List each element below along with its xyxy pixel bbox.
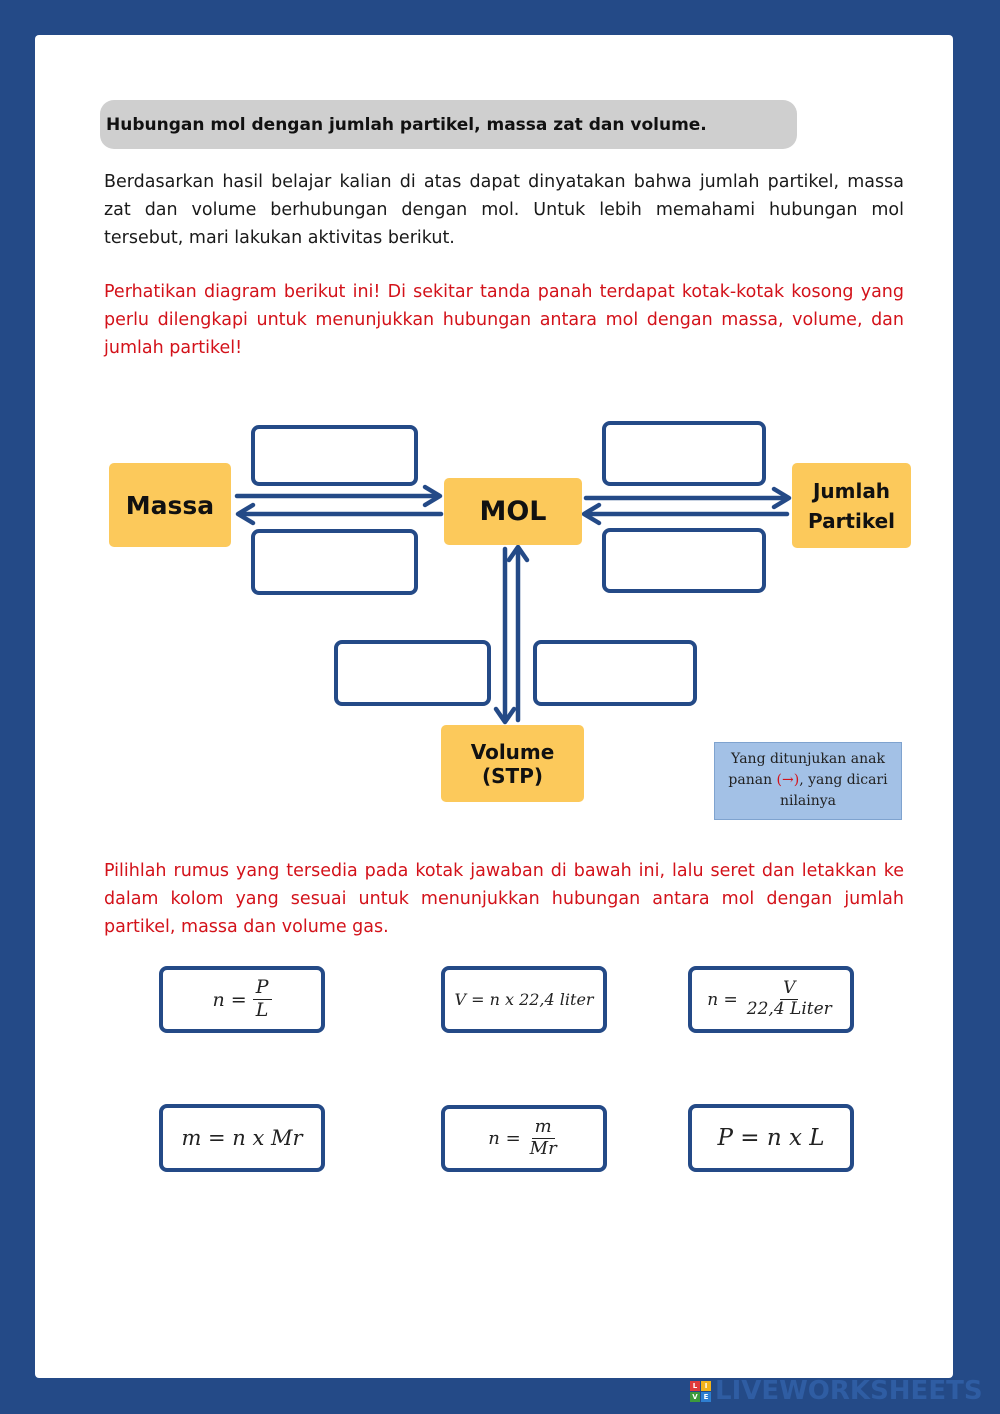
jumlah-label-line1: Jumlah bbox=[812, 478, 891, 503]
formula-n-equals-p-over-l[interactable]: n = $\frac{P}{L}$ bbox=[159, 966, 325, 1033]
brand-text: LIVEWORKSHEETS bbox=[715, 1376, 983, 1406]
drop-zone-mol-to-jumlah[interactable] bbox=[602, 421, 766, 486]
diagram-instruction: Perhatikan diagram berikut ini! Di sekitar tanda panah terdapat kotak-kotak kosong yang perlu dilengkapi untuk menunjukkan hubungan antara mol dengan massa, volume, dan jumlah partikel! bbox=[104, 282, 904, 358]
mol-box bbox=[444, 478, 582, 545]
formula-m-equals-n-x-mr[interactable]: m = n x Mr bbox=[159, 1104, 325, 1172]
fraction: $\frac{P}{L}$ bbox=[253, 977, 272, 1022]
volume-stp-box bbox=[441, 725, 584, 802]
note-line2: panan (→), yang dicari bbox=[728, 772, 888, 788]
formula-n-equals-v-over-22-4[interactable]: n = $\frac{V}{\text{22,4 Liter}}$ bbox=[688, 966, 854, 1033]
note-line1: Yang ditunjukan anak bbox=[731, 751, 885, 767]
fraction: $\frac{V}{\text{22,4 Liter}}$ bbox=[746, 978, 832, 1019]
massa-box bbox=[109, 463, 231, 547]
fraction: $\frac{m}{Mr}$ bbox=[529, 1116, 557, 1159]
intro-paragraph: Berdasarkan hasil belajar kalian di atas dapat dinyatakan bahwa jumlah partikel, massa zat dan volume berhubungan dengan mol. Untuk lebih memahami hubungan mol tersebut, mari lakukan aktivitas berikut. bbox=[104, 172, 904, 248]
note-line3: nilainya bbox=[779, 793, 837, 809]
drop-zone-mol-to-volume[interactable] bbox=[334, 640, 491, 706]
formula-v-equals-n-x-22-4[interactable]: V = n x 22,4 liter bbox=[441, 966, 607, 1033]
arrow-legend-note bbox=[714, 742, 902, 820]
drop-zone-mol-to-massa[interactable] bbox=[251, 529, 418, 595]
mol-label: MOL bbox=[479, 496, 547, 527]
formula-n-equals-m-over-mr[interactable]: n = $\frac{m}{Mr}$ bbox=[441, 1105, 607, 1172]
formula-instruction: Pilihlah rumus yang tersedia pada kotak jawaban di bawah ini, lalu seret dan letakkan ke dalam kolom yang sesuai untuk menunjukkan hubungan antara mol dengan jumlah partikel, massa dan volume gas. bbox=[104, 861, 904, 937]
liveworksheets-logo bbox=[690, 1376, 983, 1406]
volume-label-line1: Volume bbox=[470, 739, 555, 764]
jumlah-label-line2: Partikel bbox=[807, 508, 896, 533]
massa-label: Massa bbox=[125, 490, 215, 520]
formula-p-equals-n-x-l[interactable]: P = n x L bbox=[688, 1104, 854, 1172]
drop-zone-massa-to-mol[interactable] bbox=[251, 425, 418, 486]
section-title-text: Hubungan mol dengan jumlah partikel, massa zat dan volume. bbox=[106, 114, 707, 135]
drop-zone-jumlah-to-mol[interactable] bbox=[602, 528, 766, 593]
jumlah-partikel-box bbox=[792, 463, 911, 548]
note-arrow-symbol: (→) bbox=[776, 772, 800, 788]
drop-zone-volume-to-mol[interactable] bbox=[533, 640, 697, 706]
logo-grid-icon: L I V E bbox=[690, 1381, 711, 1402]
volume-label-line2: (STP) bbox=[482, 763, 543, 788]
